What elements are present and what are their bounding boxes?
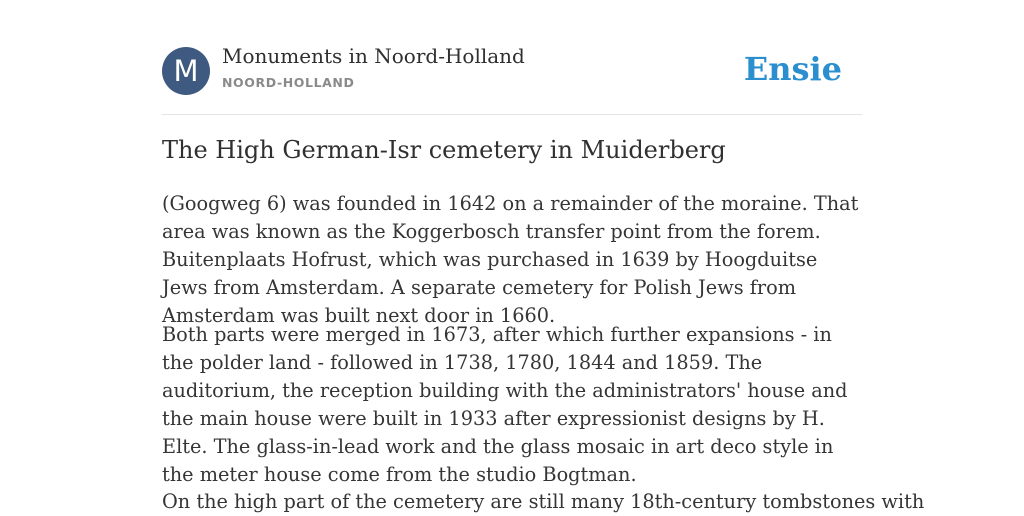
paragraph-text: Both parts were merged in 1673, after which further expansions - in the polder land - followed in 1738, 1780, 1844 and 1859. The auditorium, the reception building with the administrators' house and the main house were built in 1933 after expressionist designs by H. Elte. The glass-in-lead work and the glass mosaic in art deco style in the meter house come from the studio Bogtman. (162, 323, 848, 486)
article-title: The High German-Isr cemetery in Muiderberg (162, 136, 726, 164)
avatar[interactable]: M (162, 47, 210, 95)
page-container (162, 0, 925, 513)
paragraph-text: (Googweg 6) was founded in 1642 on a remainder of the moraine. That area was known as the Koggerbosch transfer point from the forem. Buitenplaats Hofrust, which was purchased in 1639 by Hoogduitse Jews from Amsterdam. A separate cemetery for Polish Jews from Amsterdam was built next door in 1660. (162, 192, 859, 327)
collection-title[interactable]: Monuments in Noord-Holland (222, 44, 525, 68)
header (162, 0, 862, 115)
ensie-logo[interactable]: Ensie (743, 50, 842, 88)
paragraph-text: On the high part of the cemetery are still many 18th-century tombstones with (162, 490, 925, 513)
collection-subtitle: NOORD-HOLLAND (222, 75, 355, 90)
paragraph-2 (162, 321, 862, 489)
paragraph-1 (162, 190, 862, 330)
